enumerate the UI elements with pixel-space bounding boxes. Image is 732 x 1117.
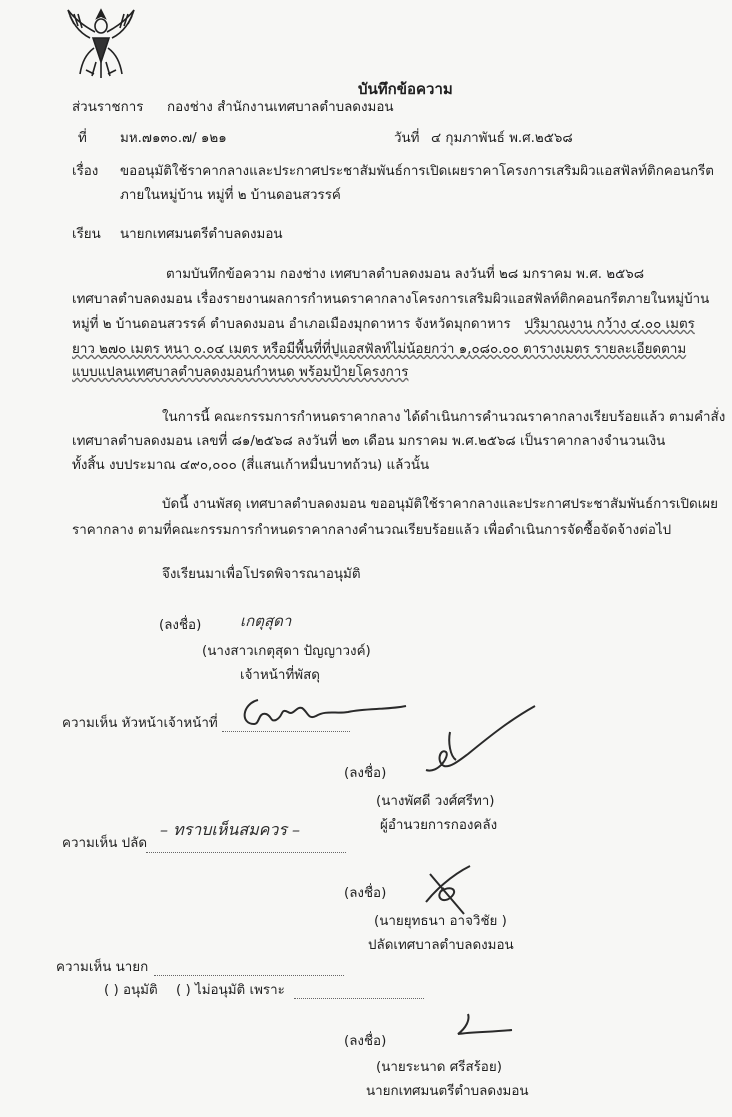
paragraph-1-line-4: ยาว ๒๗๐ เมตร หนา ๐.๐๔ เมตร หรือมีพื้นที่ที่ปูแอสฟัลท์ไม่น้อยกว่า ๑,๐๘๐.๐๐ ตารางเมตร รายละเอียดตาม <box>72 342 687 357</box>
opinion-deputy-label: ความเห็น ปลัด <box>62 836 148 851</box>
paragraph-1-line-5: แบบแปลนเทศบาลตำบลดงมอนกำหนด พร้อมป้ายโครงการ <box>72 365 409 380</box>
garuda-emblem <box>64 4 138 80</box>
sig3-handwritten-signature <box>420 862 480 922</box>
date-value: ๔ กุมภาพันธ์ พ.ศ.๒๕๖๘ <box>431 131 573 146</box>
opinion-deputy-handwritten: – ทราบเห็นสมควร – <box>160 820 300 839</box>
sig3-position: ปลัดเทศบาลตำบลดงมอน <box>368 938 514 953</box>
paragraph-1-line-2: เทศบาลตำบลดงมอน เรื่องรายงานผลการกำหนดราคากลางโครงการเสริมผิวแอสฟัลท์ติกคอนกรีตภายในหมู่บ้าน <box>72 292 710 307</box>
recipient-label: เรียน <box>72 227 101 242</box>
subject-line-2: ภายในหมู่บ้าน หมู่ที่ ๒ บ้านดอนสวรรค์ <box>120 188 341 203</box>
paragraph-2-line-1: ในการนี้ คณะกรรมการกำหนดราคากลาง ได้ดำเนินการคำนวณราคากลางเรียบร้อยแล้ว ตามคำสั่ง <box>162 410 726 425</box>
sig1-label: (ลงชื่อ) <box>159 618 202 633</box>
disapprove-reason-line <box>294 986 424 999</box>
paragraph-3-line-1: บัดนี้ งานพัสดุ เทศบาลตำบลดงมอน ขออนุมัติใช้ราคากลางและประกาศประชาสัมพันธ์การเปิดเผย <box>162 497 718 512</box>
opinion-mayor-line <box>154 963 344 976</box>
recipient-value: นายกเทศมนตรีตำบลดงมอน <box>120 227 283 242</box>
head-officer-handwritten-signature <box>236 694 416 734</box>
subject-line-1: ขออนุมัติใช้ราคากลางและประกาศประชาสัมพันธ์การเปิดเผยราคาโครงการเสริมผิวแอสฟัลท์ติกคอนกรีต <box>120 164 714 179</box>
sig4-position: นายกเทศมนตรีตำบลดงมอน <box>366 1084 529 1099</box>
paragraph-1-line-3: หมู่ที่ ๒ บ้านดอนสวรรค์ ตำบลดงมอน อำเภอเมืองมุกดาหาร จังหวัดมุกดาหาร ปริมาณงาน กว้าง ๔.๐๐ เมตร <box>72 317 695 332</box>
reference-label: ที่ <box>78 131 87 146</box>
agency-value: กองช่าง สำนักงานเทศบาลตำบลดงมอน <box>167 100 394 115</box>
sig4-label: (ลงชื่อ) <box>344 1034 387 1049</box>
approve-checkbox[interactable]: ( ) อนุมัติ <box>104 983 158 998</box>
opinion-mayor-label: ความเห็น นายก <box>56 960 149 975</box>
memo-title: บันทึกข้อความ <box>358 80 453 98</box>
sig1-position: เจ้าหน้าที่พัสดุ <box>240 668 320 683</box>
agency-label: ส่วนราชการ <box>72 100 144 115</box>
sig2-label: (ลงชื่อ) <box>344 766 387 781</box>
sig2-name: (นางพัศดี วงศ์ศรีทา) <box>376 794 495 809</box>
closing-line: จึงเรียนมาเพื่อโปรดพิจารณาอนุมัติ <box>162 567 361 582</box>
reference-number: มห.๗๑๓๐.๗/ ๑๒๑ <box>120 131 227 146</box>
sig2-handwritten-signature <box>420 700 540 780</box>
opinion-deputy-line <box>146 840 346 853</box>
sig4-handwritten-signature <box>448 1010 518 1040</box>
sig2-position: ผู้อำนวยการกองคลัง <box>380 818 498 833</box>
disapprove-checkbox[interactable]: ( ) ไม่อนุมัติ เพราะ <box>176 983 285 998</box>
paragraph-2-line-2: เทศบาลตำบลดงมอน เลขที่ ๘๑/๒๕๖๘ ลงวันที่ ๒๓ เดือน มกราคม พ.ศ.๒๕๖๘ เป็นราคากลางจำนวนเงิน <box>72 434 666 449</box>
sig1-name: (นางสาวเกตุสุดา ปัญญาวงค์) <box>202 644 371 659</box>
sig1-handwritten-signature: เกตุสุดา <box>240 612 292 630</box>
sig3-name: (นายยุทธนา อาจวิชัย ) <box>374 914 507 929</box>
opinion-head-officer-label: ความเห็น หัวหน้าเจ้าหน้าที่ <box>62 716 218 731</box>
paragraph-1-line-1: ตามบันทึกข้อความ กองช่าง เทศบาลตำบลดงมอน ลงวันที่ ๒๘ มกราคม พ.ศ. ๒๕๖๘ <box>166 267 645 282</box>
sig4-name: (นายระนาด ศรีสร้อย) <box>376 1060 502 1075</box>
paragraph-3-line-2: ราคากลาง ตามที่คณะกรรมการกำหนดราคากลางคำนวณเรียบร้อยแล้ว เพื่อดำเนินการจัดซื้อจัดจ้างต่อไป <box>72 523 672 538</box>
date-label: วันที่ <box>394 131 420 146</box>
sig3-label: (ลงชื่อ) <box>344 886 387 901</box>
subject-label: เรื่อง <box>72 164 99 179</box>
paragraph-2-line-3: ทั้งสิ้น งบประมาณ ๔๙๐,๐๐๐ (สี่แสนเก้าหมื่นบาทถ้วน) แล้วนั้น <box>72 458 430 473</box>
